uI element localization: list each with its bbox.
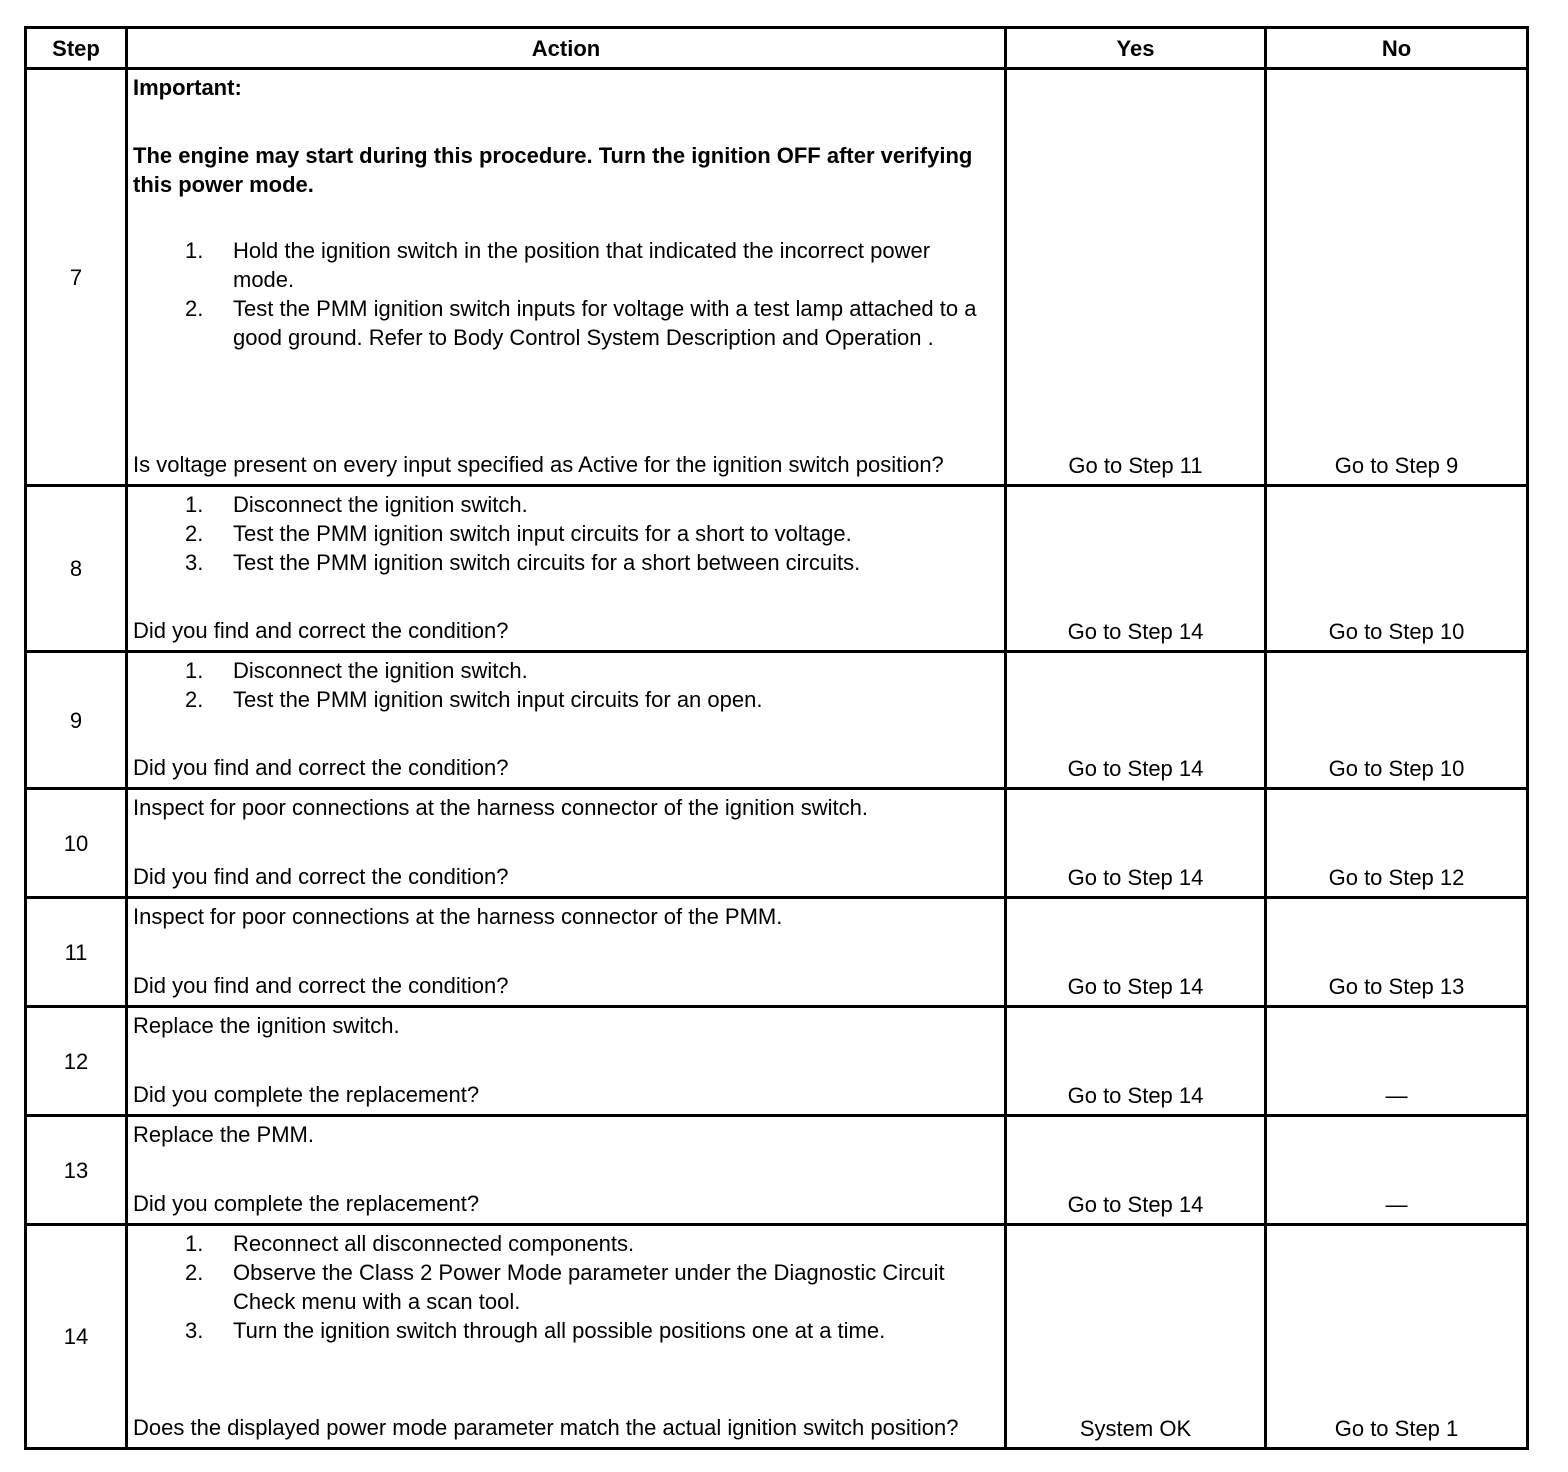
action-cell <box>127 1007 1006 1116</box>
procedure-list <box>133 656 1004 714</box>
step-number: 14 <box>26 1225 127 1449</box>
procedure-step: 1. Disconnect the ignition switch. <box>185 492 528 517</box>
procedure-step: 2. Test the PMM ignition switch input circuits for a short to voltage. <box>185 521 852 546</box>
no-result: Go to Step 9 <box>1334 453 1459 478</box>
table-row <box>26 486 1528 652</box>
table-row <box>26 69 1528 486</box>
action-cell <box>127 1116 1006 1225</box>
table-row <box>26 1116 1528 1225</box>
question-text: Did you complete the replacement? <box>133 1082 480 1107</box>
procedure-step: 3. Test the PMM ignition switch circuits for a short between circuits. <box>185 550 861 575</box>
question-text: Did you find and correct the condition? <box>133 864 509 889</box>
step-number: 8 <box>26 486 127 652</box>
yes-cell <box>1006 1116 1266 1225</box>
step-number: 11 <box>26 898 127 1007</box>
action-cell <box>127 898 1006 1007</box>
question-text: Does the displayed power mode parameter match the actual ignition switch position? <box>133 1415 959 1440</box>
header-no: No <box>1266 28 1528 69</box>
yes-result: Go to Step 14 <box>1067 865 1204 890</box>
action-cell <box>127 1225 1006 1449</box>
yes-cell <box>1006 1225 1266 1449</box>
action-cell <box>127 486 1006 652</box>
table-row <box>26 1225 1528 1449</box>
yes-cell <box>1006 69 1266 486</box>
no-result: Go to Step 13 <box>1328 974 1465 999</box>
yes-result: Go to Step 11 <box>1068 453 1203 478</box>
step-number: 9 <box>26 652 127 789</box>
no-cell <box>1266 789 1528 898</box>
procedure-list <box>133 236 1004 352</box>
yes-result: Go to Step 14 <box>1067 619 1204 644</box>
no-result: Go to Step 12 <box>1328 865 1465 890</box>
header-action: Action <box>127 28 1006 69</box>
action-cell <box>127 69 1006 486</box>
no-cell <box>1266 1225 1528 1449</box>
procedure-step: 1. Hold the ignition switch in the position that indicated the incorrect power mode. <box>185 238 931 292</box>
step-number: 7 <box>26 69 127 486</box>
step-number: 12 <box>26 1007 127 1116</box>
procedure-list <box>133 490 1004 577</box>
action-cell <box>127 789 1006 898</box>
warning-text: The engine may start during this procedure. Turn the ignition OFF after verifying this power mode. <box>133 143 973 197</box>
procedure-step: 2. Observe the Class 2 Power Mode parameter under the Diagnostic Circuit Check menu with a scan tool. <box>185 1260 945 1314</box>
question-text: Did you find and correct the condition? <box>133 618 509 643</box>
yes-result: Go to Step 14 <box>1067 1192 1204 1217</box>
no-result: Go to Step 1 <box>1334 1416 1459 1441</box>
procedure-step: 2. Test the PMM ignition switch inputs for voltage with a test lamp attached to a good ground. Refer to Body Control System Description and Operation . <box>185 296 977 350</box>
action-cell <box>127 652 1006 789</box>
action-text: Inspect for poor connections at the harness connector of the ignition switch. <box>133 795 868 820</box>
no-result: — <box>1385 1192 1408 1217</box>
procedure-step: 1. Reconnect all disconnected components. <box>185 1231 635 1256</box>
header-yes: Yes <box>1006 28 1266 69</box>
yes-cell <box>1006 486 1266 652</box>
question-text: Did you find and correct the condition? <box>133 973 509 998</box>
procedure-step: 1. Disconnect the ignition switch. <box>185 658 528 683</box>
yes-cell <box>1006 789 1266 898</box>
yes-result: Go to Step 14 <box>1067 974 1204 999</box>
procedure-step: 2. Test the PMM ignition switch input circuits for an open. <box>185 687 763 712</box>
table-row <box>26 652 1528 789</box>
yes-result: System OK <box>1079 1416 1192 1441</box>
no-result: Go to Step 10 <box>1328 619 1465 644</box>
no-cell <box>1266 486 1528 652</box>
table-row <box>26 1007 1528 1116</box>
question-text: Did you find and correct the condition? <box>133 755 509 780</box>
action-text: Inspect for poor connections at the harness connector of the PMM. <box>133 904 783 929</box>
no-cell <box>1266 652 1528 789</box>
yes-cell <box>1006 652 1266 789</box>
action-text: Replace the PMM. <box>133 1122 314 1147</box>
no-cell <box>1266 69 1528 486</box>
procedure-step: 3. Turn the ignition switch through all possible positions one at a time. <box>185 1318 886 1343</box>
action-text: Replace the ignition switch. <box>133 1013 400 1038</box>
no-result: Go to Step 10 <box>1328 756 1465 781</box>
important-label: Important: <box>133 75 242 100</box>
question-text: Did you complete the replacement? <box>133 1191 480 1216</box>
no-result: — <box>1385 1083 1408 1108</box>
no-cell <box>1266 1007 1528 1116</box>
table-row <box>26 898 1528 1007</box>
no-cell <box>1266 1116 1528 1225</box>
question-text: Is voltage present on every input specified as Active for the ignition switch position? <box>133 452 944 477</box>
procedure-list <box>133 1229 1004 1345</box>
yes-result: Go to Step 14 <box>1067 756 1204 781</box>
yes-cell <box>1006 1007 1266 1116</box>
step-number: 13 <box>26 1116 127 1225</box>
table-row <box>26 789 1528 898</box>
header-step: Step <box>26 28 127 69</box>
yes-cell <box>1006 898 1266 1007</box>
no-cell <box>1266 898 1528 1007</box>
header-row <box>26 28 1528 69</box>
diagnostic-table <box>24 26 1529 1450</box>
yes-result: Go to Step 14 <box>1067 1083 1204 1108</box>
step-number: 10 <box>26 789 127 898</box>
